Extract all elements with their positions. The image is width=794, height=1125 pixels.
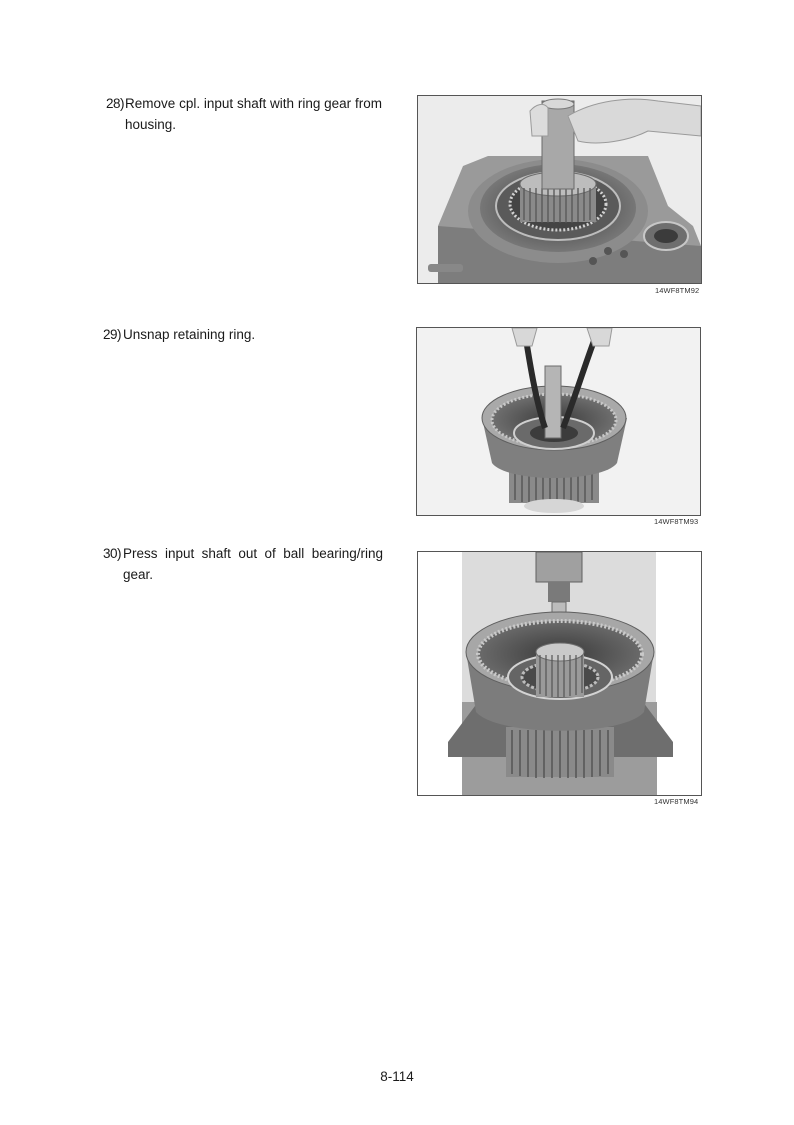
- step-28: [106, 93, 382, 135]
- figure-press-input-shaft: [417, 551, 702, 796]
- step-30: [103, 543, 383, 585]
- step-number: 30): [103, 546, 122, 561]
- figure-caption: 14WF8TM92: [655, 286, 700, 295]
- step-text: Unsnap retaining ring.: [123, 327, 256, 342]
- page-number: 8-114: [380, 1069, 414, 1084]
- figure-input-shaft-removal: [417, 95, 702, 284]
- step-number: 28): [106, 96, 125, 111]
- step-29: [103, 324, 383, 345]
- step-text: Press input shaft out of ball bearing/ring gear.: [123, 546, 383, 582]
- figure-caption: 14WF8TM93: [654, 517, 699, 526]
- figure-retaining-ring: [416, 327, 701, 516]
- step-text: Remove cpl. input shaft with ring gear from housing.: [125, 96, 382, 132]
- figure-caption: 14WF8TM94: [654, 797, 699, 806]
- step-number: 29): [103, 327, 122, 342]
